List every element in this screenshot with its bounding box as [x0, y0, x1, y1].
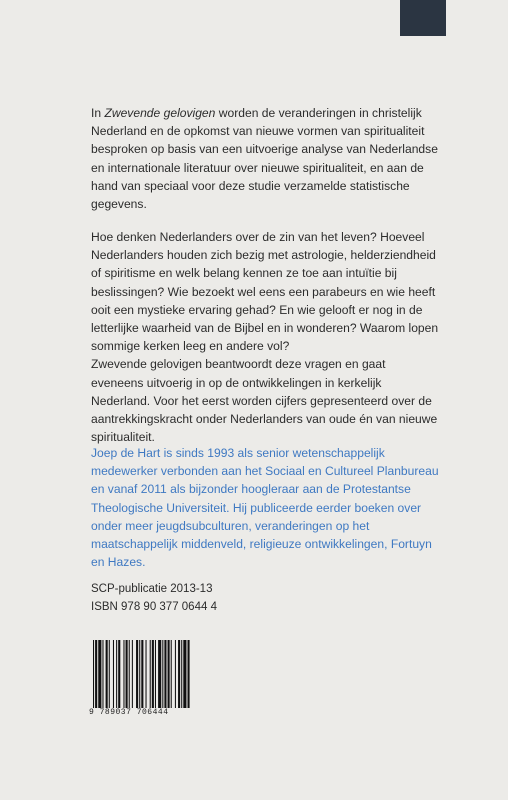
barcode-bar	[146, 640, 147, 708]
intro-paragraph	[91, 104, 441, 213]
publication-meta	[91, 581, 217, 616]
barcode-bar	[152, 640, 154, 708]
barcode-bar	[116, 640, 117, 708]
barcode-bar	[175, 640, 176, 708]
barcode-bar	[126, 640, 128, 708]
author-bio-text: Joep de Hart is sinds 1993 als senior wetenschappelijk medewerker verbonden aan het Sociaal en Cultureel Planbureau en vanaf 2011 als bijzonder hoogleraar aan de Protestantse Theologische Universiteit. Hij publiceerde eerder boeken over onder meer jeugdsubculturen, veranderingen op het maatschappelijk middenveld, religieuze ontwikkelingen, Fortuyn en Hazes.	[91, 446, 439, 570]
barcode-bar	[171, 640, 172, 708]
questions-paragraph: Hoe denken Nederlanders over de zin van het leven? Hoeveel Nederlanders houden zich bezig met astrologie, helderziendheid of spiritisme en welk belang kennen ze toe aan intuïtie bij beslissingen? Wie bezoekt wel eens een parabeurs en wie heeft ooit een mystieke ervaring gehad? En wie gelooft er nog in de letterlijke waarheid van de Bijbel en in wonderen? Waarom lopen sommige kerken leeg en andere vol?	[91, 230, 439, 354]
barcode-bar	[164, 640, 166, 708]
barcode-bar	[109, 640, 110, 708]
barcode-bar	[150, 640, 151, 708]
barcode-bar	[123, 640, 124, 708]
barcode-bar	[98, 640, 101, 708]
barcode-bar	[93, 640, 94, 708]
spine-tab	[400, 0, 446, 36]
barcode-digits: 9 789037 706444	[89, 708, 169, 717]
intro-before: In	[91, 106, 105, 120]
barcode-bar	[106, 640, 108, 708]
barcode	[89, 640, 234, 708]
barcode-bar	[178, 640, 180, 708]
publication-number: SCP-publicatie 2013-13	[91, 583, 213, 595]
barcode-bar	[141, 640, 143, 708]
barcode-bar	[181, 640, 182, 708]
book-title: Zwevende gelovigen	[104, 106, 216, 120]
answer-paragraph: Zwevende gelovigen beantwoordt deze vragen en gaat eveneens uitvoerig in op de ontwikkelingen in kerkelijk Nederland. Voor het eerst worden cijfers gepresenteerd over de aantrekkingskracht onder Nederlanders van oude én van nieuwe spiritualiteit.	[91, 357, 438, 445]
barcode-bar	[136, 640, 138, 708]
barcode-bar	[118, 640, 120, 708]
barcode-bar	[102, 640, 103, 708]
isbn-number: ISBN 978 90 377 0644 4	[91, 600, 217, 613]
barcode-bar	[162, 640, 163, 708]
author-bio	[91, 444, 441, 571]
barcode-bar	[132, 640, 133, 708]
barcode-bar	[129, 640, 130, 708]
barcode-bar	[168, 640, 170, 708]
barcode-bar	[183, 640, 186, 708]
barcode-bar	[155, 640, 156, 708]
questions-block	[91, 228, 441, 446]
barcode-bar	[188, 640, 190, 708]
barcode-bar	[95, 640, 97, 708]
barcode-bar	[113, 640, 114, 708]
barcode-bars	[89, 640, 234, 708]
intro-after: worden de veranderingen in christelijk Nederland en de opkomst van nieuwe vormen van spiritualiteit besproken op basis van een uitvoerige analyse van Nederlandse en internationale literatuur over nieuwe spiritualiteit, en aan de hand van speciaal voor deze studie verzamelde statistische gegevens.	[91, 106, 438, 212]
barcode-bar	[139, 640, 140, 708]
barcode-bar	[158, 640, 161, 708]
